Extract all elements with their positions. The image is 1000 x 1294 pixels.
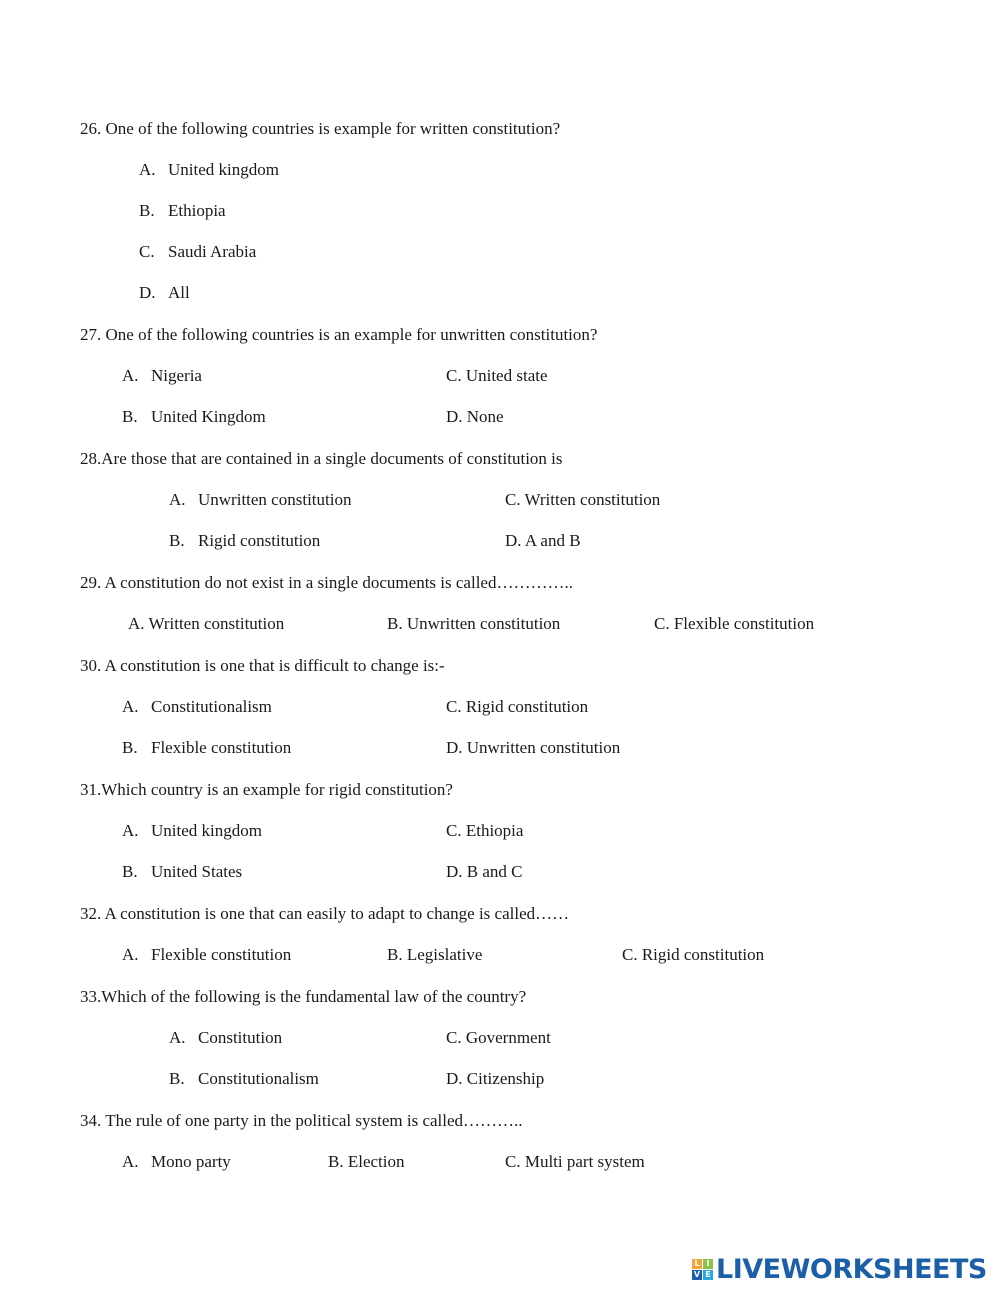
q32-option-b: B. Legislative bbox=[387, 945, 483, 964]
question-27: 27. One of the following countries is an example for unwritten constitution? bbox=[80, 325, 598, 344]
logo-icon-letter-l: L bbox=[692, 1259, 702, 1269]
q26-option-b: Ethiopia bbox=[168, 201, 226, 220]
q33-option-a-letter: A. bbox=[169, 1028, 186, 1047]
question-26: 26. One of the following countries is example for written constitution? bbox=[80, 119, 561, 138]
q30-option-c: C. Rigid constitution bbox=[446, 697, 589, 716]
q27-option-b: United Kingdom bbox=[151, 407, 266, 426]
logo-icon-letter-e: E bbox=[703, 1270, 713, 1280]
question-33: 33.Which of the following is the fundamental law of the country? bbox=[80, 987, 527, 1006]
question-34: 34. The rule of one party in the political system is called……….. bbox=[80, 1111, 523, 1130]
q33-option-c: C. Government bbox=[446, 1028, 551, 1047]
q28-option-d: D. A and B bbox=[505, 531, 581, 550]
q26-option-a: United kingdom bbox=[168, 160, 279, 179]
q33-option-b-letter: B. bbox=[169, 1069, 185, 1088]
question-28: 28.Are those that are contained in a single documents of constitution is bbox=[80, 449, 563, 468]
liveworksheets-logo bbox=[692, 1254, 988, 1284]
q27-option-a: Nigeria bbox=[151, 366, 202, 385]
q26-option-c-letter: C. bbox=[139, 242, 155, 261]
q31-option-a: United kingdom bbox=[151, 821, 262, 840]
q31-option-d: D. B and C bbox=[446, 862, 523, 881]
q26-option-b-letter: B. bbox=[139, 201, 155, 220]
q28-option-b: Rigid constitution bbox=[198, 531, 321, 550]
q34-option-b: B. Election bbox=[328, 1152, 405, 1171]
q34-option-a-letter: A. bbox=[122, 1152, 139, 1171]
q30-option-a: Constitutionalism bbox=[151, 697, 272, 716]
q27-option-d: D. None bbox=[446, 407, 504, 426]
q27-option-b-letter: B. bbox=[122, 407, 138, 426]
q26-option-d-letter: D. bbox=[139, 283, 156, 302]
q26-option-a-letter: A. bbox=[139, 160, 156, 179]
q31-option-b-letter: B. bbox=[122, 862, 138, 881]
logo-text: LIVEWORKSHEETS bbox=[716, 1253, 987, 1285]
q32-option-a: Flexible constitution bbox=[151, 945, 292, 964]
q31-option-a-letter: A. bbox=[122, 821, 139, 840]
q30-option-b-letter: B. bbox=[122, 738, 138, 757]
q34-option-a: Mono party bbox=[151, 1152, 231, 1171]
question-32: 32. A constitution is one that can easily to adapt to change is called…… bbox=[80, 904, 570, 923]
q26-option-c: Saudi Arabia bbox=[168, 242, 257, 261]
logo-icon-letter-i: I bbox=[703, 1259, 713, 1269]
q27-option-c: C. United state bbox=[446, 366, 548, 385]
question-31: 31.Which country is an example for rigid constitution? bbox=[80, 780, 453, 799]
q30-option-a-letter: A. bbox=[122, 697, 139, 716]
q33-option-d: D. Citizenship bbox=[446, 1069, 545, 1088]
q28-option-a: Unwritten constitution bbox=[198, 490, 352, 509]
q29-option-c: C. Flexible constitution bbox=[654, 614, 815, 633]
question-29: 29. A constitution do not exist in a single documents is called………….. bbox=[80, 573, 573, 592]
logo-icon-letter-v: V bbox=[693, 1269, 701, 1279]
q26-option-d: All bbox=[168, 283, 190, 302]
q32-option-a-letter: A. bbox=[122, 945, 139, 964]
q29-option-b: B. Unwritten constitution bbox=[387, 614, 561, 633]
q31-option-c: C. Ethiopia bbox=[446, 821, 524, 840]
q34-option-c: C. Multi part system bbox=[505, 1152, 645, 1171]
question-30: 30. A constitution is one that is difficult to change is:- bbox=[80, 656, 445, 675]
q28-option-a-letter: A. bbox=[169, 490, 186, 509]
q28-option-c: C. Written constitution bbox=[505, 490, 661, 509]
q32-option-c: C. Rigid constitution bbox=[622, 945, 765, 964]
q27-option-a-letter: A. bbox=[122, 366, 139, 385]
q28-option-b-letter: B. bbox=[169, 531, 185, 550]
q29-option-a: A. Written constitution bbox=[128, 614, 285, 633]
liveworksheets-logo-icon bbox=[692, 1259, 713, 1280]
q31-option-b: United States bbox=[151, 862, 243, 881]
q30-option-b: Flexible constitution bbox=[151, 738, 292, 757]
q30-option-d: D. Unwritten constitution bbox=[446, 738, 621, 757]
q33-option-a: Constitution bbox=[198, 1028, 283, 1047]
q33-option-b: Constitutionalism bbox=[198, 1069, 319, 1088]
